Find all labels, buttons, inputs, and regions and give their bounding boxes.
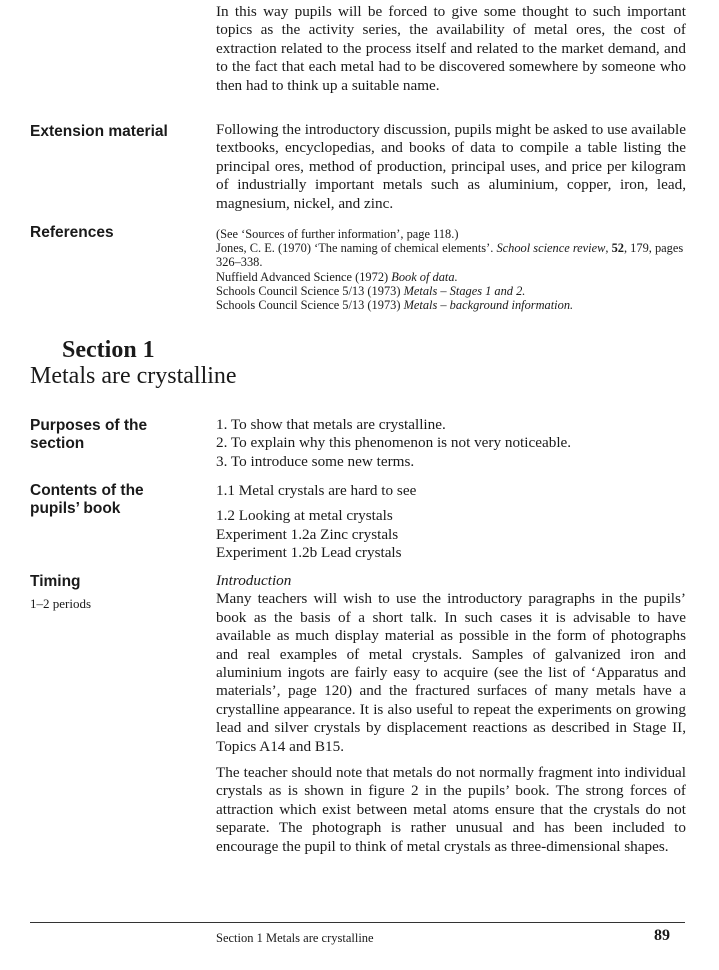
- references-label: References: [30, 224, 114, 241]
- timing-value: 1–2 periods: [30, 596, 92, 611]
- list-item: Experiment 1.2a Zinc crystals: [216, 525, 399, 543]
- reference-item: Nuffield Advanced Science (1972) Book of data.: [216, 269, 458, 284]
- contents-label: Contents of the pupils’ book: [30, 482, 144, 517]
- paragraph: Many teachers will wish to use the introductory paragraphs in the pupils’ book as the basis of a short talk. In such cases it is advisable to have available as much display material as possible in the form of photographs and real examples of metal crystals. Samples of galvanized iron and aluminium ingots are fairly easy to acquire (see the list of ‘Apparatus and materials’, page 120) and the fractured surfaces of many metals have a crystalline appearance. It is also useful to repeat the experiments on growing lead and silver crystals by displacement reactions as described in Stage II, Topics A14 and B15.: [216, 590, 686, 755]
- running-title: Section 1 Metals are crystalline: [216, 931, 374, 945]
- list-item: Experiment 1.2b Lead crystals: [216, 544, 402, 562]
- timing-content: [216, 572, 686, 864]
- list-item: 2. To explain why this phenomenon is not very noticeable.: [216, 434, 572, 452]
- footer-divider: [30, 922, 685, 923]
- contents-list: [216, 482, 686, 563]
- extension-material-label: Extension material: [30, 123, 168, 140]
- list-item: 1.1 Metal crystals are hard to see: [216, 482, 417, 499]
- paragraph: The teacher should note that metals do not normally fragment into individual crystals as is shown in figure 2 in the pupils’ book. The strong forces of attraction which exist between metal atoms ensure that the crystals do not separate. The photograph is rather unusual and has been included to encourage the pupil to think of metal crystals as three-dimensional shapes.: [216, 764, 686, 855]
- page-number: 89: [654, 927, 670, 944]
- list-item: 1.2 Looking at metal crystals: [216, 507, 393, 525]
- section-title: Metals are crystalline: [30, 363, 237, 389]
- reference-item: Schools Council Science 5/13 (1973) Metals – Stages 1 and 2.: [216, 283, 526, 298]
- timing-label: Timing: [30, 573, 81, 590]
- references-list: [216, 227, 696, 312]
- section-number: Section 1: [62, 337, 155, 363]
- purposes-list: [216, 416, 686, 471]
- list-item: 3. To introduce some new terms.: [216, 452, 415, 470]
- extension-material-text: Following the introductory discussion, pupils might be asked to use available textbooks, encyclopedias, and books of data to compile a table listing the principal ores, method of production, principal uses, and price per kilogram of industrially important metals such as aluminium, copper, iron, lead, magnesium, nickel, and zinc.: [216, 121, 686, 212]
- reference-item: Schools Council Science 5/13 (1973) Metals – background information.: [216, 298, 574, 313]
- purposes-label: Purposes of the section: [30, 417, 148, 452]
- reference-item: (See ‘Sources of further information’, page 118.): [216, 227, 459, 241]
- reference-item: Jones, C. E. (1970) ‘The naming of chemical elements’. School science review, 52, 179, pages 326–338.: [216, 241, 684, 270]
- introduction-heading: Introduction: [216, 572, 292, 589]
- list-item: 1. To show that metals are crystalline.: [216, 416, 446, 433]
- intro-paragraph: In this way pupils will be forced to give some thought to such important topics as the activity series, the availability of metal ores, the cost of extraction related to the process itself and related to the market demand, and to the fact that each metal had to be discovered somewhere by someone who then had to think up a suitable name.: [216, 3, 686, 94]
